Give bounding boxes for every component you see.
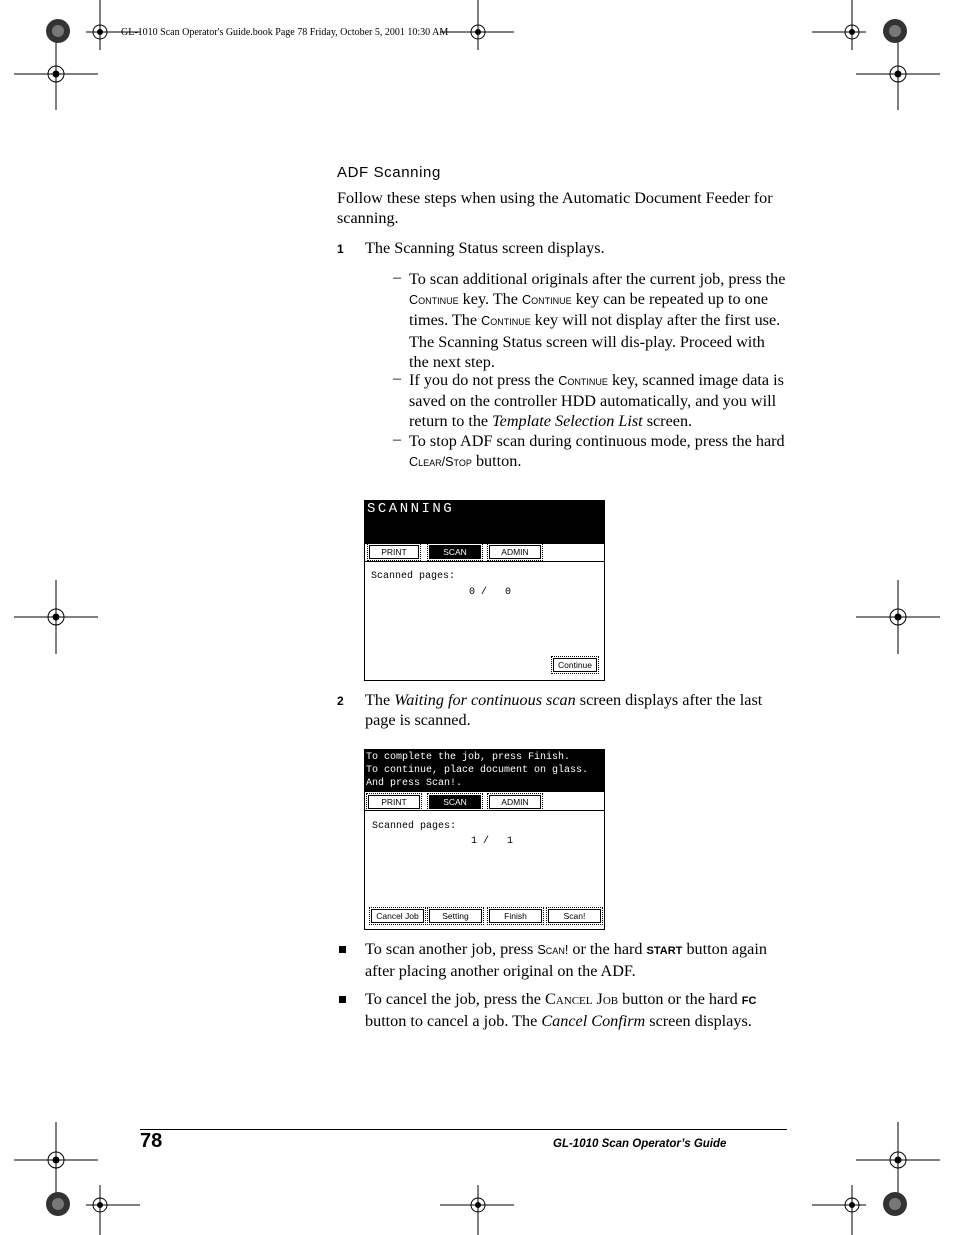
tab-scan[interactable]: SCAN	[429, 795, 481, 809]
bullet-scan-another: To scan another job, press Scan! or the hard START button again after placing another original on the ADF.	[365, 940, 767, 981]
screen-tab-bar	[365, 793, 604, 811]
bullet-square-icon	[339, 996, 346, 1003]
message-line: And press Scan!.	[366, 778, 463, 789]
dash-marker: –	[393, 370, 401, 387]
waiting-continuous-scan-screen	[364, 749, 605, 930]
continue-button[interactable]: Continue	[553, 658, 597, 672]
screen-title-bar	[365, 501, 604, 544]
page-number: 78	[140, 1130, 163, 1152]
subitem-continue: To scan additional originals after the current job, press the Continue key. The Continue key can be repeated up to one times. The Continue key will not display after the first use. The Scanning Status screen will dis-play. Proceed with the next step.	[409, 270, 786, 371]
tab-admin[interactable]: ADMIN	[489, 545, 541, 559]
tab-admin[interactable]: ADMIN	[489, 795, 541, 809]
step-number: 2	[337, 694, 344, 708]
footer-title: GL-1010 Scan Operator’s Guide	[553, 1138, 727, 1150]
footer-rule	[140, 1129, 787, 1130]
setting-button[interactable]: Setting	[429, 909, 482, 923]
intro-paragraph: Follow these steps when using the Automatic Document Feeder for scanning.	[337, 189, 773, 228]
dash-marker: –	[393, 269, 401, 286]
screen-title-bar	[365, 750, 604, 792]
tab-scan[interactable]: SCAN	[429, 545, 481, 559]
scanned-pages-label: Scanned pages:	[371, 571, 456, 582]
finish-button[interactable]: Finish	[489, 909, 542, 923]
scanned-pages-count: 1 / 1	[471, 836, 514, 847]
screen-message	[366, 751, 588, 790]
tab-print[interactable]: PRINT	[368, 795, 420, 809]
step-text: The Scanning Status screen displays.	[365, 239, 605, 257]
message-line: To complete the job, press Finish.	[366, 752, 571, 763]
bullet-cancel-job: To cancel the job, press the Cancel Job button or the hard FC button to cancel a job. The Cancel Confirm screen displays.	[365, 990, 757, 1031]
scan-button[interactable]: Scan!	[548, 909, 601, 923]
cancel-job-button[interactable]: Cancel Job	[371, 909, 424, 923]
scanned-pages-label: Scanned pages:	[372, 821, 457, 832]
section-heading: ADF Scanning	[337, 164, 441, 181]
step-text: The Waiting for continuous scan screen displays after the last page is scanned.	[365, 691, 763, 730]
subitem-no-continue: If you do not press the Continue key, scanned image data is saved on the controller HDD automatically, and you will return to the Template Selection List screen.	[409, 371, 784, 431]
tab-print[interactable]: PRINT	[369, 545, 419, 559]
step-number: 1	[337, 242, 344, 256]
scanned-pages-count: 0 / 0	[469, 587, 512, 598]
message-line: To continue, place document on glass.	[366, 765, 589, 776]
screen-title: SCANNING	[367, 501, 455, 517]
screen-tab-bar	[365, 545, 604, 562]
bullet-square-icon	[339, 946, 346, 953]
print-header: GL-1010 Scan Operator's Guide.book Page 78 Friday, October 5, 2001 10:30 AM	[121, 27, 449, 38]
dash-marker: –	[393, 431, 401, 448]
subitem-stop: To stop ADF scan during continuous mode, press the hard Clear/Stop button.	[409, 432, 785, 471]
scanning-status-screen	[364, 500, 605, 681]
